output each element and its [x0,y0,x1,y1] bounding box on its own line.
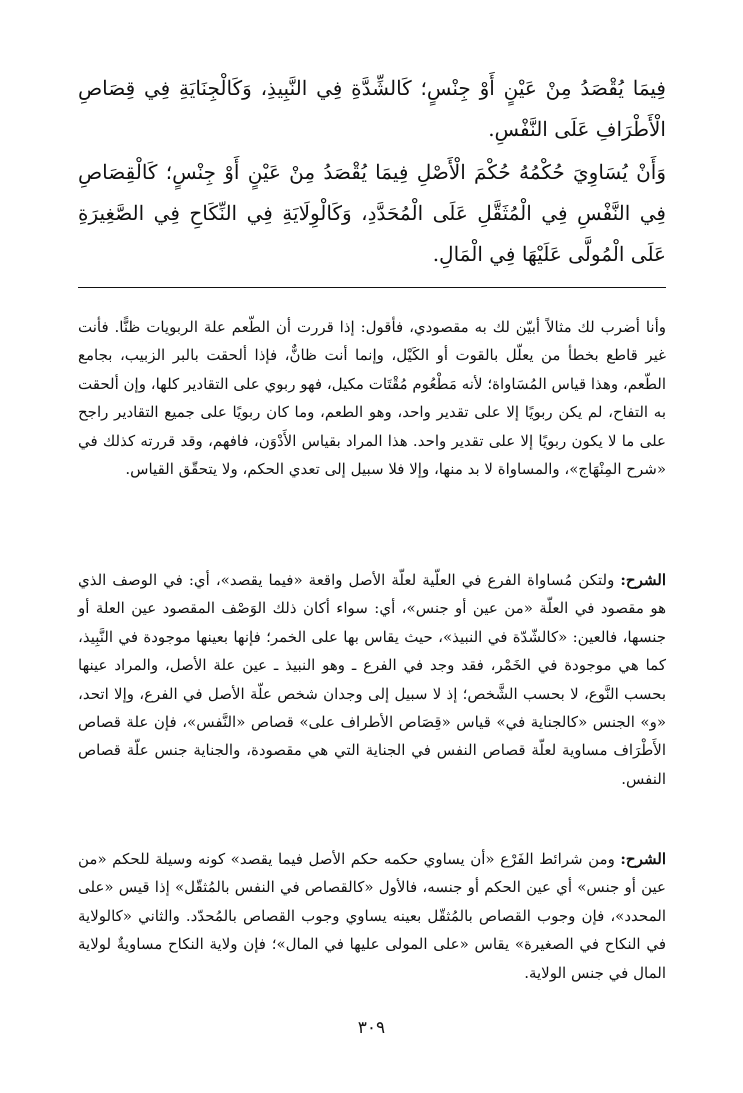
commentary-label: الشرح: [620,571,666,589]
commentary-paragraph-1: وأنا أضرب لك مثالاً أبيّن لك به مقصودي، فأقول: إذا قررت أن الطّعم علة الربويات ظنًّا. فأنت غير قاطع بخطأ من يعلّل بالقوت أو الكَيْل، وإنما أنت ظانٌّ، فإذا ألحقت بالبر الزبيب، بجامع الطّعم، وهذا قياس المُسَاواة؛ لأنه مَطْعُوم مُقْتَات مكيل، فهو ربوي على التقادير كلها، وإن ألحقت به التفاح، لم يكن ربويًا إلا على تقدير واحد، وهو الطعم، وما كان ربويًا على جميع التقادير راجح على ما لا يكون ربويًا إلا على تقدير واحد. هذا المراد بقياس الأَدْوَن، فافهم، وقد قررته كذلك في «شرح المِنْهَاج»، والمساواة لا بد منها، وإلا فلا سبيل إلى تعدي الحكم، ولا يتحقّق القياس. [78,318,666,479]
commentary-block-1 [78,313,666,483]
commentary-text: ولتكن مُساواة الفرع في العلّية لعلّة الأصل واقعة «فيما يقصد»، أي: في الوصف الذي هو مقصود في العلّة «من عين أو جنس»، أي: سواء أكان ذلك الوَصْف المقصود عين العلة أو جنسها، فالعين: «كالشّدّة في النبيذ»، حيث يقاس بها على الخمر؛ فإنها بعينها موجودة في النَّبِيذ، كما هي موجودة في الخَمْر، فقد وجد في الفرع ـ وهو النبيذ ـ عين علة الأصل، والمراد عينها بحسب النَّوع، لا بحسب الشَّخص؛ إذ لا سبيل إلى وجدان شخص علّة الأصل في الفرع، وإلا اتحد، «و» الجنس «كالجناية في» قياس «قِصَاص الأطراف على» قصاص «النَّفس»، فإن علة قصاص الأَطْرَاف مساوية لعلّة قصاص النفس في الجناية التي هي مقصودة، والجناية جنس علّة قصاص النفس. [78,571,666,788]
commentary-block-2 [78,566,666,793]
main-text [78,68,666,275]
commentary-block-3 [78,845,666,987]
page-number: ٣٠٩ [357,1018,386,1038]
main-text-paragraph-1: فِيمَا يُقْصَدُ مِنْ عَيْنٍ أَوْ جِنْسٍ؛ كَالشِّدَّةِ فِي النَّبِيذِ، وَكَالْجِنَايَةِ فِي قِصَاصِ الْأَطْرَافِ عَلَى النَّفْسِ. [78,76,666,141]
commentary-text: ومن شرائط الفَرْع «أن يساوي حكمه حكم الأصل فيما يقصد» كونه وسيلة للحكم «من عين أو جنس» أي عين الحكم أو جنسه، فالأول «كالقصاص في النفس بالمُثقّل» إذا قيس «على المحدد»، فإن وجوب القصاص بالمُثقّل بعينه يساوي وجوب القصاص بالمُحدّد. والثاني «كالولاية في النكاح في الصغيرة» يقاس «على المولى عليها في المال»؛ فإن ولاية النكاح مساويةٌ لولاية المال في جنس الولاية. [78,850,666,982]
commentary-label: الشرح: [620,850,666,868]
commentary-paragraph-2 [78,566,666,793]
main-text-paragraph-2: وَأَنْ يُسَاوِيَ حُكْمُهُ حُكْمَ الْأَصْلِ فِيمَا يُقْصَدُ مِنْ عَيْنٍ أَوْ جِنْسٍ؛ كَالْقِصَاصِ فِي النَّفْسِ فِي الْمُثَقَّلِ عَلَى الْمُحَدَّدِ، وَكَالْوِلَايَةِ فِي النِّكَاحِ فِي الصَّغِيرَةِ عَلَى الْمُولَّى عَلَيْهَا فِي الْمَالِ. [78,160,666,266]
commentary-paragraph-3 [78,845,666,987]
separator-line [78,287,666,288]
